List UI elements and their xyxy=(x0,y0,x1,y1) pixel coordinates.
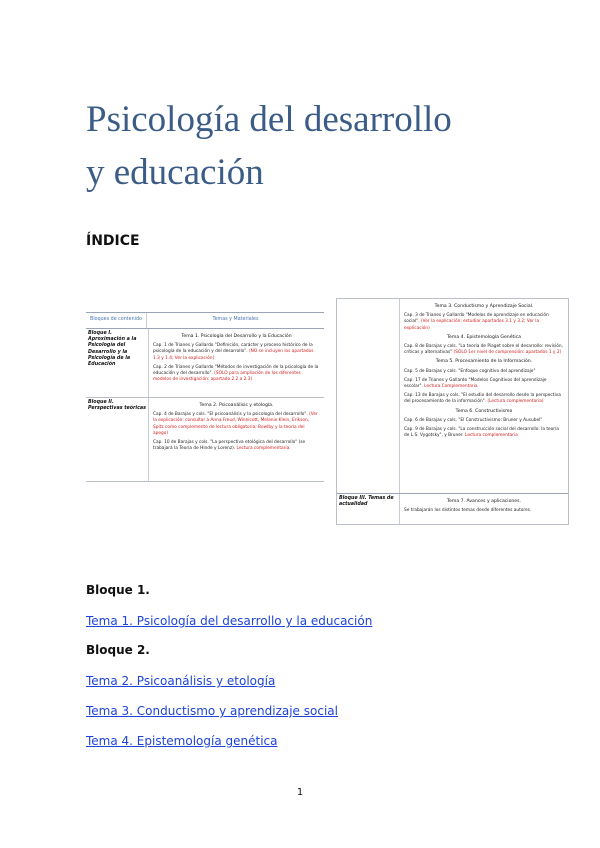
table-row xyxy=(337,299,568,493)
table-entry: Cap. 13 de Barajas y cols. "El estudio del desarrollo desde la perspectiva del procesamiento de la información". (Lectura complementaria) xyxy=(404,393,561,405)
content-table-right xyxy=(336,298,569,524)
table-row xyxy=(337,493,568,525)
table-row xyxy=(86,398,324,482)
document-title xyxy=(86,93,566,199)
table-entry: Cap. 8 de Barajas y cols. "La teoría de Piaget sobre el desarrollo: revisión, críticas y alternativas" (SOLO 1er nivel de comprensión: apartados 1 y 2) xyxy=(404,344,563,356)
table-temas-cell xyxy=(148,398,324,481)
table-bloque-cell: Bloque I. Aproximación a la Psicología del Desarrollo y la Psicología de la Educación xyxy=(88,331,137,368)
table-header-temas: Temas y Materiales xyxy=(146,313,324,328)
table-tema-title: Tema 4. Epistemología Genética xyxy=(447,334,521,340)
table-temas-cell xyxy=(399,299,568,493)
table-entry: Cap. 10 de Barajas y cols. "La perspectiva etológica del desarrollo" (se trabajará la Teoría de Hinde y Lorenz). Lectura complementaria. xyxy=(153,440,306,452)
title-line-2: y educación xyxy=(86,152,264,193)
table-header-row xyxy=(86,312,324,329)
table-tema-title: Tema 3. Conductismo y Aprendizaje Social. xyxy=(434,304,534,309)
table-tema-title: Tema 5. Procesamiento de la Información. xyxy=(435,359,533,365)
table-entry: Cap. 6 de Barajas y cols. "El Constructivismo: Bruner y Ausubel" xyxy=(404,417,543,423)
title-line-1: Psicología del desarrollo xyxy=(86,99,452,140)
table-temas-cell xyxy=(399,494,568,524)
table-entry: Se trabajarán los distintos temas desde diferentes autores. xyxy=(404,508,532,514)
table-tema-title: Tema 1. Psicología del Desarrollo y la Educación xyxy=(181,334,292,339)
link-tema-4[interactable]: Tema 4. Epistemología genética xyxy=(86,734,278,748)
table-tema-title: Tema 2. Psicoanálisis y etología. xyxy=(199,403,274,408)
table-row xyxy=(86,329,324,398)
table-entry: Cap. 2 de Trianes y Gallardo "Métodos de investigación de la psicología de la educación y del desarrollo". (SOLO para ampliación de los diferentes modelos de investigación: apartado 2.2 a 2.3) xyxy=(153,364,319,383)
link-tema-1[interactable]: Tema 1. Psicología del desarrollo y la educación xyxy=(86,614,373,628)
table-tema-title: Tema 6. Constructivismo xyxy=(455,408,513,414)
link-tema-3[interactable]: Tema 3. Conductismo y aprendizaje social xyxy=(86,704,338,718)
table-tema-title: Tema 7. Avances y aplicaciones. xyxy=(447,499,521,504)
content-table-left xyxy=(86,312,324,495)
index-heading: ÍNDICE xyxy=(86,233,140,249)
bloque-2-heading: Bloque 2. xyxy=(86,643,150,657)
link-tema-2[interactable]: Tema 2. Psicoanálisis y etología xyxy=(86,674,276,688)
table-entry: Cap. 3 de Trianes y Gallardo "Modelos de aprendizaje en educación social". (Ver la explicación: estudiar apartados 3.1 y 3.2; Ver la explicación) xyxy=(404,313,549,331)
table-entry: Cap. 17 de Trianes y Gallardo "Modelos Cognitivos del aprendizaje escolar". Lectura Complementaria xyxy=(404,377,547,390)
bloque-1-heading: Bloque 1. xyxy=(86,583,150,597)
table-entry: Cap. 5 de Barajas y cols. "Enfoque cognitivo del aprendizaje" xyxy=(404,368,536,374)
table-bloque-cell: Bloque III. Temas de actualidad xyxy=(339,496,394,508)
table-entry: Cap. 1 de Trianes y Gallardo "Definición, carácter y proceso histórico de la psicología de la educación y del desarrollo". (NO se incluyen los apartados 1.3 y 1.4; Ver la explicación) xyxy=(153,343,314,361)
page-number: 1 xyxy=(296,787,304,798)
table-frame xyxy=(336,298,569,525)
table-bloque-cell: Bloque II. Perspectivas teóricas xyxy=(88,400,147,412)
table-entry: Cap. 4 de Barajas y cols. "El psicoanálisis y la psicología del desarrollo". (Ver la explicación: consultar a Anna Freud, Winnicott, Melanie Klein, Erikson, Spitz como complemento de lectura obligatoria; Bowlby y la teoría del apego) xyxy=(153,412,318,436)
table-entry: Cap. 9 de Barajas y cols. "La construcción social del desarrollo: la teoría de L.S. Vygotsky", y Bruner. Lectura complementaria xyxy=(404,427,559,439)
table-temas-cell xyxy=(148,329,324,397)
table-bloque-cell xyxy=(337,299,399,493)
table-header-bloques: Bloques de contenido xyxy=(90,317,142,323)
